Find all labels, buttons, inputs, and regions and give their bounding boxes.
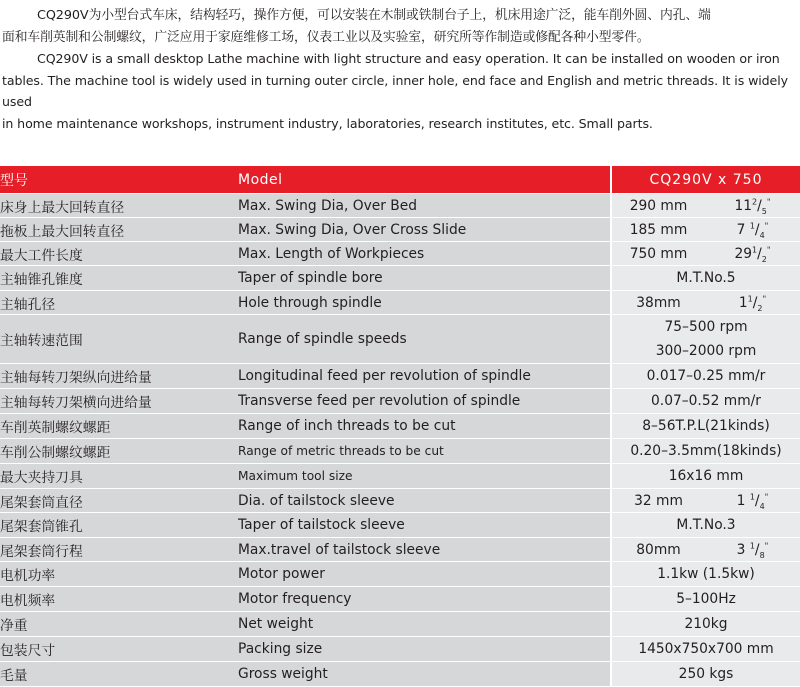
row-label-en: Max. Swing Dia, Over Bed	[238, 194, 611, 218]
imperial-whole: 29	[734, 245, 753, 262]
row-value	[611, 464, 800, 489]
table-row	[0, 637, 800, 662]
imperial-unit: "	[764, 220, 769, 230]
row-value-metric: 290 mm	[611, 194, 705, 218]
row-value	[611, 389, 800, 414]
table-row	[0, 364, 800, 389]
intro-en-line-1: CQ290V is a small desktop Lathe machine with light structure and easy operation. It can be installed on wooden or iron	[37, 51, 780, 66]
imperial-denominator: 8	[759, 550, 765, 560]
row-value	[611, 439, 800, 464]
row-label-zh: 床身上最大回转直径	[0, 194, 238, 218]
row-label-en: Transverse feed per revolution of spindle	[238, 389, 611, 414]
row-value	[611, 637, 800, 662]
table-row	[0, 587, 800, 612]
intro-en-line-2: tables. The machine tool is widely used in turning outer circle, inner hole, end face and English and metric threads. It is widely used	[2, 72, 788, 109]
table-row	[0, 218, 800, 242]
row-value-metric: 80mm	[611, 538, 705, 562]
spec-table	[0, 166, 800, 687]
row-label-en: Max. Swing Dia, Over Cross Slide	[238, 218, 611, 242]
row-label-zh: 主轴转速范围	[0, 315, 238, 364]
spec-table-header	[0, 166, 800, 194]
imperial-denominator: 2	[757, 303, 763, 313]
row-value	[611, 612, 800, 637]
imperial-denominator: 2	[761, 254, 767, 264]
row-value	[611, 587, 800, 612]
row-value-line: 1.1kw (1.5kw)	[657, 566, 755, 582]
row-label-en: Range of metric threads to be cut	[238, 439, 611, 464]
row-label-en: Motor frequency	[238, 587, 611, 612]
row-value-imperial: $1^1/_2^"$	[705, 291, 800, 315]
intro-en-line-3: in home maintenance workshops, instrument industry, laboratories, research institutes, etc. Small parts.	[2, 115, 653, 131]
row-value	[611, 364, 800, 389]
row-label-en: Taper of tailstock sleeve	[238, 513, 611, 538]
imperial-unit: "	[766, 196, 771, 206]
row-label-zh: 尾架套筒锥孔	[0, 513, 238, 538]
row-value-imperial: 7 $^1/_4^"$	[705, 218, 800, 242]
row-value	[611, 662, 800, 687]
row-label-en: Packing size	[238, 637, 611, 662]
row-label-en: Gross weight	[238, 662, 611, 687]
row-label-en: Range of spindle speeds	[238, 315, 611, 364]
row-label-en: Longitudinal feed per revolution of spindle	[238, 364, 611, 389]
table-row	[0, 242, 800, 266]
imperial-unit: "	[764, 540, 769, 550]
row-value-line: 0.017–0.25 mm/r	[646, 368, 766, 384]
row-label-zh: 尾架套筒行程	[0, 538, 238, 562]
row-value-line: 75–500 rpm	[664, 319, 748, 335]
row-label-zh: 包装尺寸	[0, 637, 238, 662]
row-value-metric: 185 mm	[611, 218, 705, 242]
header-model-value: CQ290V x 750	[611, 166, 800, 194]
row-label-zh: 主轴锥孔锥度	[0, 266, 238, 291]
row-label-en: Taper of spindle bore	[238, 266, 611, 291]
table-row	[0, 414, 800, 439]
spec-table-body	[0, 194, 800, 687]
row-value-imperial: $29^1/_2^"$	[705, 242, 800, 266]
row-value-line: M.T.No.5	[676, 270, 736, 286]
row-label-zh: 净重	[0, 612, 238, 637]
row-value	[611, 513, 800, 538]
header-model-zh: 型号	[0, 166, 238, 194]
table-row	[0, 513, 800, 538]
imperial-denominator: 4	[759, 230, 765, 240]
row-value-line: 0.20–3.5mm(18kinds)	[630, 443, 782, 459]
row-value	[611, 562, 800, 587]
imperial-numerator: 1	[752, 244, 758, 254]
table-row	[0, 291, 800, 315]
row-value-metric: 32 mm	[611, 489, 705, 513]
row-value-imperial: 1 $^1/_4^"$	[705, 489, 800, 513]
row-value	[611, 414, 800, 439]
row-label-en: Hole through spindle	[238, 291, 611, 315]
row-label-zh: 最大工件长度	[0, 242, 238, 266]
imperial-unit: "	[762, 293, 767, 303]
header-model-en: Model	[238, 166, 611, 194]
imperial-whole: 1	[736, 492, 750, 509]
row-value-metric: 750 mm	[611, 242, 705, 266]
imperial-numerator: 1	[747, 293, 753, 303]
table-row	[0, 389, 800, 414]
row-value-imperial: 3 $^1/_8^"$	[705, 538, 800, 562]
imperial-denominator: 4	[759, 501, 765, 511]
table-row	[0, 562, 800, 587]
row-label-zh: 毛量	[0, 662, 238, 687]
table-row	[0, 538, 800, 562]
intro-text	[2, 5, 798, 134]
row-label-zh: 主轴每转刀架横向进给量	[0, 389, 238, 414]
table-row	[0, 315, 800, 364]
imperial-numerator: 1	[749, 540, 755, 550]
imperial-whole: 7	[736, 221, 750, 238]
table-row	[0, 194, 800, 218]
row-value-metric: 38mm	[611, 291, 705, 315]
imperial-numerator: 1	[749, 220, 755, 230]
row-label-zh: 最大夹持刀具	[0, 464, 238, 489]
table-row	[0, 612, 800, 637]
imperial-whole: 11	[734, 197, 753, 214]
row-value	[611, 315, 800, 364]
row-label-zh: 主轴每转刀架纵向进给量	[0, 364, 238, 389]
row-label-zh: 车削英制螺纹螺距	[0, 414, 238, 439]
row-value-line: 1450x750x700 mm	[638, 641, 774, 657]
row-label-en: Net weight	[238, 612, 611, 637]
table-row	[0, 464, 800, 489]
table-row	[0, 439, 800, 464]
row-label-zh: 车削公制螺纹螺距	[0, 439, 238, 464]
row-label-zh: 电机频率	[0, 587, 238, 612]
imperial-numerator: 1	[749, 491, 755, 501]
row-value-line: 250 kgs	[678, 666, 734, 682]
row-label-en: Maximum tool size	[238, 464, 611, 489]
table-row	[0, 489, 800, 513]
row-label-en: Motor power	[238, 562, 611, 587]
imperial-unit: "	[766, 244, 771, 254]
row-value-line: 5–100Hz	[676, 591, 736, 607]
imperial-whole: 3	[736, 541, 750, 558]
row-value-line: M.T.No.3	[676, 517, 736, 533]
imperial-whole: 1	[738, 294, 748, 311]
row-label-zh: 拖板上最大回转直径	[0, 218, 238, 242]
intro-zh-line-1: CQ290V为小型台式车床，结构轻巧，操作方便，可以安装在木制或铁制台子上，机床用途广泛，能车削外圆、内孔、端	[37, 8, 711, 23]
row-label-zh: 尾架套筒直径	[0, 489, 238, 513]
intro-zh-line-2: 面和车削英制和公制螺纹，广泛应用于家庭维修工场，仪表工业以及实验室，研究所等作制造或修配各种小型零件。	[2, 29, 650, 45]
table-row	[0, 662, 800, 687]
imperial-unit: "	[764, 491, 769, 501]
row-label-zh: 电机功率	[0, 562, 238, 587]
row-value-imperial: $11^2/_5^"$	[705, 194, 800, 218]
row-value-line-2: 300–2000 rpm	[655, 343, 757, 359]
imperial-denominator: 5	[761, 206, 767, 216]
row-value-line: 16x16 mm	[668, 468, 744, 484]
row-value-line: 8–56T.P.L(21kinds)	[642, 418, 770, 434]
row-label-en: Max.travel of tailstock sleeve	[238, 538, 611, 562]
row-value-line: 0.07–0.52 mm/r	[651, 393, 761, 409]
row-label-en: Max. Length of Workpieces	[238, 242, 611, 266]
row-label-en: Dia. of tailstock sleeve	[238, 489, 611, 513]
row-value	[611, 266, 800, 291]
row-label-en: Range of inch threads to be cut	[238, 414, 611, 439]
row-label-zh: 主轴孔径	[0, 291, 238, 315]
table-row	[0, 266, 800, 291]
imperial-numerator: 2	[752, 196, 758, 206]
row-value-line: 210kg	[684, 616, 728, 632]
